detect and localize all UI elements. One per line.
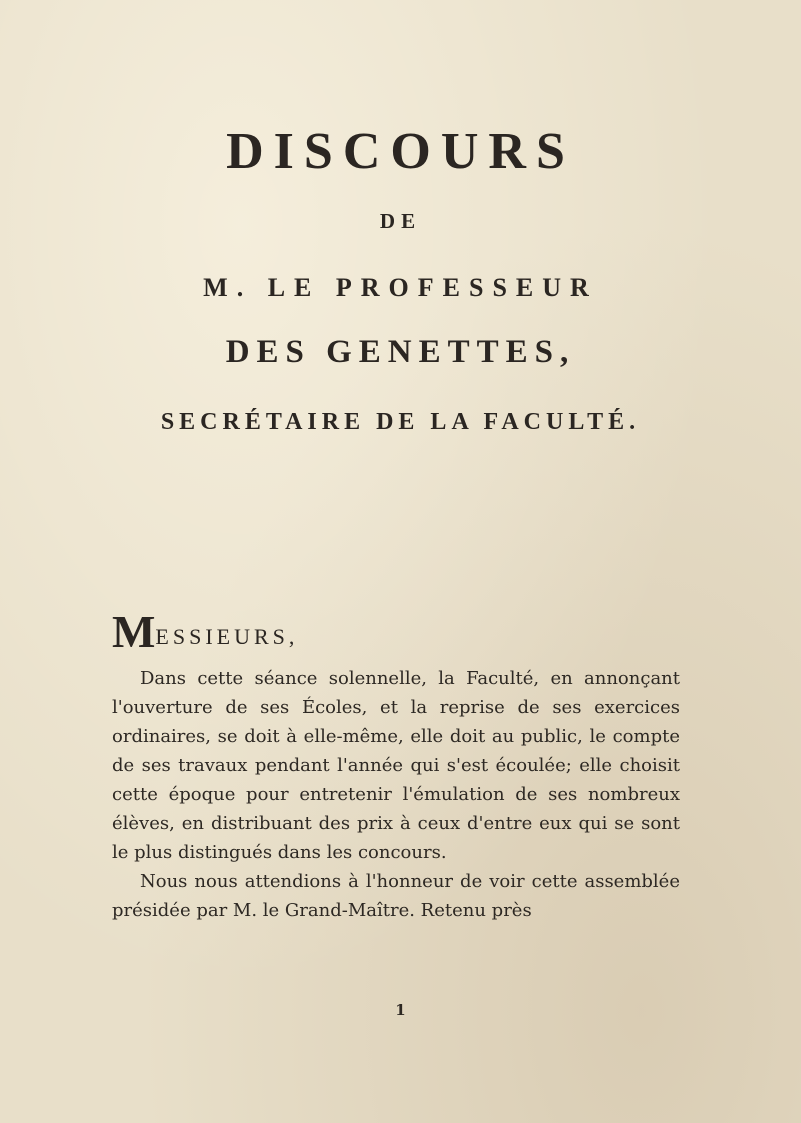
title-professeur: M. LE PROFESSEUR [203,273,598,302]
salutation-initial: M [112,606,156,657]
title-de: DE [379,209,422,233]
body-text [112,664,680,925]
title-author-name: DES GENETTES, [225,334,576,370]
salutation-rest: ESSIEURS, [155,624,299,649]
title-discours: DISCOURS [226,123,575,180]
paragraph-2: Nous nous attendions à l'honneur de voir cette assemblée présidée par M. le Grand-Maître. Retenu près [112,871,680,921]
title-role: SECRÉTAIRE DE LA FACULTÉ. [160,409,641,435]
salutation [112,605,298,658]
paragraph-1: Dans cette séance solennelle, la Faculté, en annonçant l'ouverture de ses Écoles, et la reprise de ses exercices ordinaires, se doit à elle-même, elle doit au public, le compte de ses travaux pendant l'année qui s'est écoulée; elle choisit cette époque pour entretenir l'émulation de ses nombreux élèves, en distribuant des prix à ceux d'entre eux qui se sont le plus distingués dans les concours. [112,668,680,863]
page-number: 1 [395,1001,406,1019]
